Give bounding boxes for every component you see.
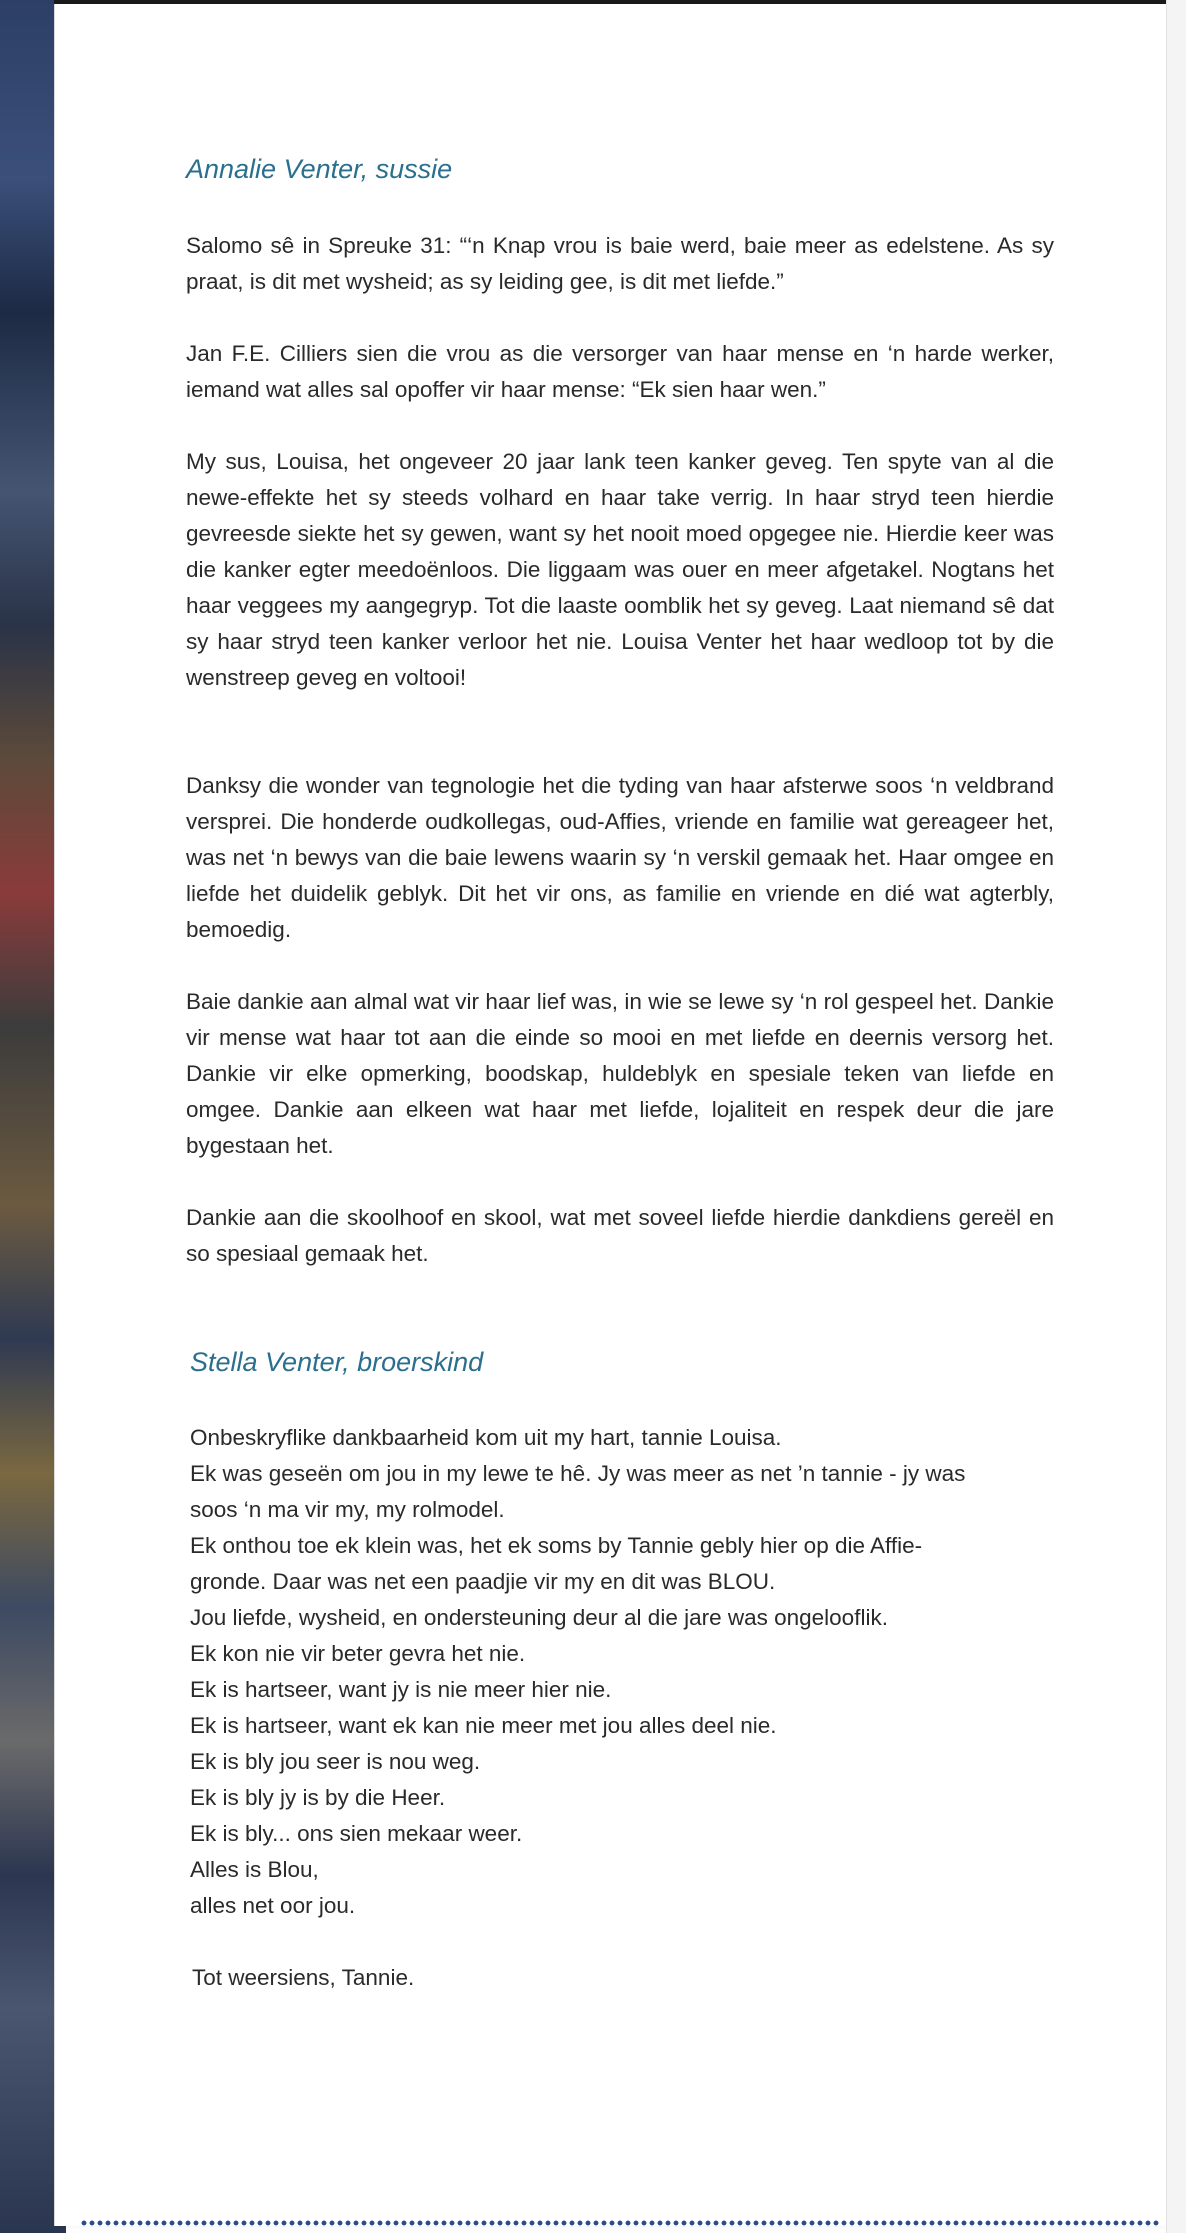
closing-line: Tot weersiens, Tannie.	[192, 1965, 415, 1990]
poem-line: Jou liefde, wysheid, en ondersteuning deur al die jare was ongelooflik.	[190, 1605, 888, 1630]
poem-line: Ek was geseën om jou in my lewe te hê. Jy was meer as net ’n tannie - jy was	[190, 1461, 966, 1486]
poem-line: Ek onthou toe ek klein was, het ek soms by Tannie gebly hier op die Affie-	[190, 1533, 923, 1558]
paragraph: Salomo sê in Spreuke 31: “‘n Knap vrou is baie werd, baie meer as edelstene. As sy praat, is dit met wysheid; as sy leiding gee, is dit met liefde.”	[186, 233, 1054, 294]
poem-line: Ek is bly jou seer is nou weg.	[190, 1749, 481, 1774]
poem-line: alles net oor jou.	[190, 1893, 356, 1918]
dotted-border	[80, 2219, 1160, 2227]
poem-line: Ek is bly... ons sien mekaar weer.	[190, 1821, 523, 1846]
poem-line: Ek is hartseer, want jy is nie meer hier nie.	[190, 1677, 612, 1702]
poem-line: gronde. Daar was net een paadjie vir my en dit was BLOU.	[190, 1569, 776, 1594]
poem-line: Ek kon nie vir beter gevra het nie.	[190, 1641, 526, 1666]
paragraph: My sus, Louisa, het ongeveer 20 jaar lank teen kanker geveg. Ten spyte van al die newe-effekte het sy steeds volhard en haar take verrig. In haar stryd teen hierdie gevreesde siekte het sy gewen, want sy het nooit moed opgegee nie. Hierdie keer was die kanker egter meedoënloos. Die liggaam was ouer en meer afgetakel. Nogtans het haar veggees my aangegryp. Tot die laaste oomblik het sy geveg. Laat niemand sê dat sy haar stryd teen kanker verloor het nie. Louisa Venter het haar wedloop tot by die wenstreep geveg en voltooi!	[186, 449, 1054, 690]
poem-line: Onbeskryflike dankbaarheid kom uit my hart, tannie Louisa.	[190, 1425, 782, 1450]
section-heading: Annalie Venter, sussie	[186, 154, 453, 184]
paragraph: Jan F.E. Cilliers sien die vrou as die versorger van haar mense en ‘n harde werker, iemand wat alles sal opoffer vir haar mense: “Ek sien haar wen.”	[186, 341, 1054, 402]
poem-line: soos ‘n ma vir my, my rolmodel.	[190, 1497, 505, 1522]
paragraph: Baie dankie aan almal wat vir haar lief was, in wie se lewe sy ‘n rol gespeel het. Dankie vir mense wat haar tot aan die einde so mooi en met liefde en deernis versorg het. Dankie vir elke opmerking, boodskap, huldeblyk en spesiale teken van liefde en omgee. Dankie aan elkeen wat haar met liefde, lojaliteit en respek deur die jare bygestaan het.	[186, 989, 1054, 1158]
poem-line: Ek is hartseer, want ek kan nie meer met jou alles deel nie.	[190, 1713, 777, 1738]
scan-right-edge	[1166, 0, 1186, 2233]
poem-line: Ek is bly jy is by die Heer.	[190, 1785, 446, 1810]
paragraph: Danksy die wonder van tegnologie het die tyding van haar afsterwe soos ‘n veldbrand versprei. Die honderde oudkollegas, oud-Affies, vriende en familie wat gereageer het, was net ‘n bewys van die baie lewens waarin sy ‘n verskil gemaak het. Haar omgee en liefde het duidelik geblyk. Dit het vir ons, as familie en vriende en dié wat agterbly, bemoedig.	[186, 773, 1054, 942]
section-heading: Stella Venter, broerskind	[190, 1347, 484, 1377]
paragraph: Dankie aan die skoolhoof en skool, wat met soveel liefde hierdie dankdiens gereël en so spesiaal gemaak het.	[186, 1205, 1054, 1266]
poem-line: Alles is Blou,	[190, 1857, 319, 1882]
